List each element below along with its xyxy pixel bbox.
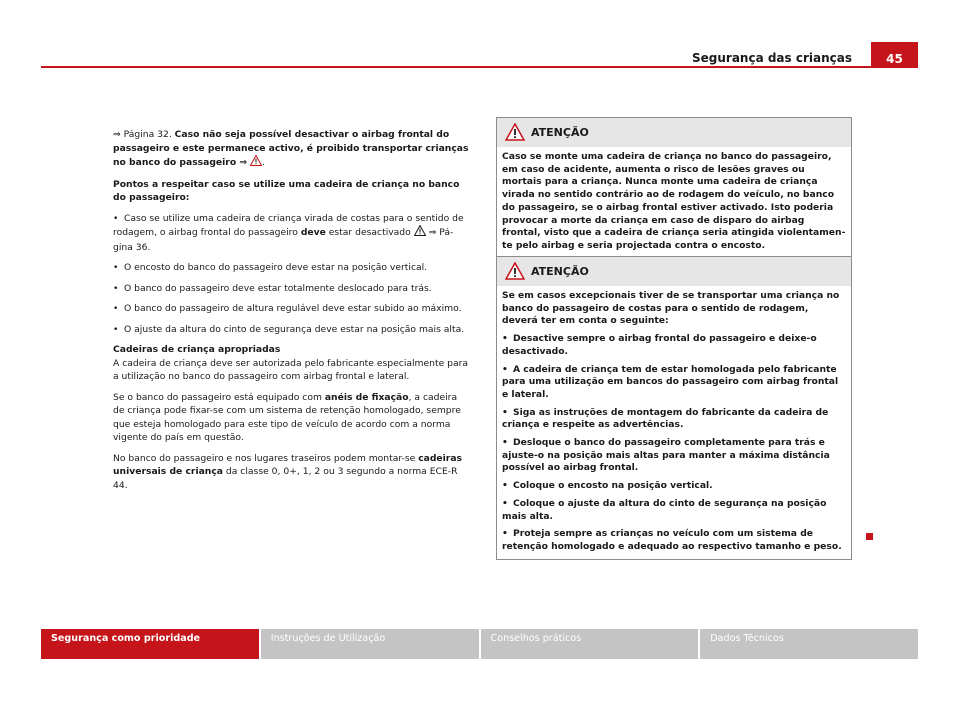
tab-conselhos[interactable]: Conselhos práticos: [481, 629, 699, 659]
warning-triangle-icon: [505, 262, 525, 280]
tab-dados-tecnicos[interactable]: Dados Técnicos: [700, 629, 918, 659]
warning-triangle-icon: [414, 225, 426, 241]
warning-triangle-icon: [505, 123, 525, 141]
list-item: • A cadeira de criança tem de estar homologada pelo fabricante para uma utilização em bancos do passageiro com airbag frontal e lateral.: [502, 363, 839, 400]
list-item: • O ajuste da altura do cinto de segurança deve estar na posição mais alta.: [113, 323, 465, 335]
paragraph-fixation-rings: Se o banco do passageiro está equipado com anéis de fixação, a cadeira de criança pode fixar-se com um sistema de retenção homologado, sempre que esteja homologado para este tipo de veículo de acordo com a norma vigente do país em questão.: [113, 391, 461, 443]
header-title: Segurança das crianças: [691, 51, 852, 65]
paragraph-universal-seats: No banco do passageiro e nos lugares traseiros podem montar-se cadeiras universais de criança da classe 0, 0+, 1, 2 ou 3 segundo a norma ECE-R 44.: [113, 452, 462, 491]
warning-body: Se em casos excepcionais tiver de se transportar uma criança no banco do passageiro de costas para o sentido de rodagem, deverá ter em conta o seguinte: • Desactive sempre o airbag frontal do passageiro e deixe-o desactivado. • A cadeira de criança tem de estar homologada pelo fabricante para uma utilização em bancos do passageiro com airbag frontal e lateral. • Siga as instruções de montagem do fabricante da cadeira de criança e respeite as advertências. • Desloque o banco do passageiro completamente para trás e ajuste-o na posição mais altas para manter a máxima distância possível ao airbag frontal. • Coloque o encosto na posição vertical. • Coloque o ajuste da altura do cinto de segurança na posição mais alta. • Proteja sempre as crianças no veículo com um sistema de retenção homologado e adequado ao respectivo tamanho e peso.: [497, 286, 851, 559]
list-item: • O banco do passageiro deve estar totalmente deslocado para trás.: [113, 282, 432, 294]
section-heading: Pontos a respeitar caso se utilize uma cadeira de criança no banco do passageiro:: [113, 178, 460, 203]
warning-body: Caso se monte uma cadeira de criança no banco do passageiro, em caso de acidente, aumenta o risco de lesões graves ou mortais para a criança. Nunca monte uma cadeira de criança virada no sentido contrário ao de rodagem do veículo, no banco do passageiro, se o airbag frontal estiver activado. Isto poderia provocar a morte da criança em caso de disparo do airbag frontal, visto que a cadeira de criança seria atingida violentamente pelo airbag e seria projectada contra o encosto.: [502, 151, 846, 251]
warning-header: [497, 118, 851, 147]
tab-instrucoes[interactable]: Instruções de Utilização: [261, 629, 479, 659]
section-heading: Cadeiras de criança apropriadas A cadeira de criança deve ser autorizada pelo fabricante especialmente para a utilização no banco do passageiro com airbag frontal e lateral.: [113, 344, 469, 382]
list-item: • Coloque o ajuste da altura do cinto de segurança na posição mais alta.: [502, 497, 827, 522]
section-end-marker: [866, 533, 873, 540]
page-number: 45: [871, 42, 918, 68]
list-item: • O encosto do banco do passageiro deve estar na posição vertical.: [113, 262, 428, 273]
warning-triangle-icon: [250, 155, 262, 171]
warning-title: ATENÇÃO: [531, 126, 589, 139]
footer-nav: [41, 629, 918, 659]
warning-box: [496, 117, 852, 264]
warning-box: [496, 256, 852, 560]
bullet: •: [113, 212, 119, 224]
list-item: • Coloque o encosto na posição vertical.: [502, 480, 713, 492]
list-item: • Caso se utilize uma cadeira de criança virada de costas para o sentido de rodagem, o airbag frontal do passageiro deve estar desactivado ⇒ Página 36.: [113, 212, 464, 253]
warning-header: [497, 257, 851, 286]
warning-title: ATENÇÃO: [531, 265, 589, 278]
list-item: • Siga as instruções de montagem do fabricante da cadeira de criança e respeite as advertências.: [502, 406, 829, 431]
tab-seguranca[interactable]: Segurança como prioridade: [41, 629, 259, 659]
paragraph-page-ref: ⇒ Página 32. Caso não seja possível desactivar o airbag frontal do passageiro e este permanece activo, é proibido transportar crianças no banco do passageiro ⇒ .: [113, 128, 469, 171]
list-item: • Proteja sempre as crianças no veículo com um sistema de retenção homologado e adequado ao respectivo tamanho e peso.: [502, 528, 842, 552]
list-item: • Desactive sempre o airbag frontal do passageiro e deixe-o desactivado.: [502, 333, 817, 357]
header-rule: [41, 66, 918, 68]
left-column: [113, 128, 469, 499]
list-item: • O banco do passageiro de altura regulável deve estar subido ao máximo.: [113, 303, 462, 314]
list-item: • Desloque o banco do passageiro completamente para trás e ajuste-o na posição mais altas para manter a máxima distância possível ao airbag frontal.: [502, 437, 830, 474]
